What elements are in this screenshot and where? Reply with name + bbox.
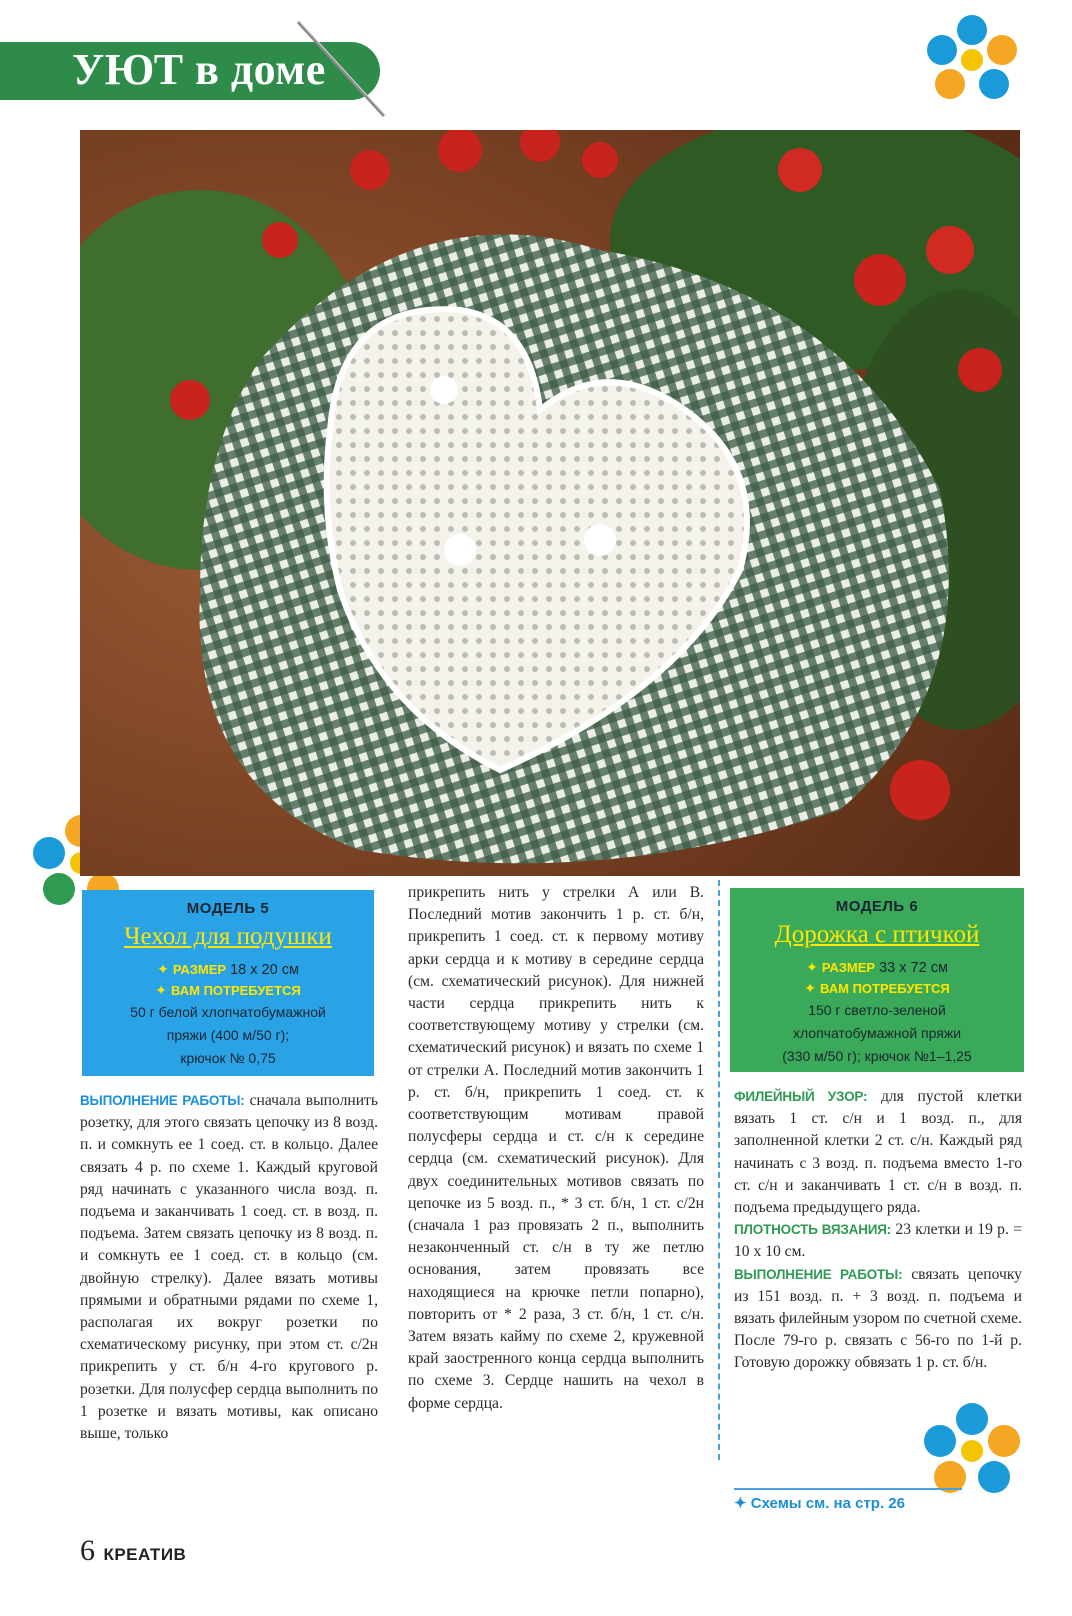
col3-gauge-lead: ПЛОТНОСТЬ ВЯЗАНИЯ: [734, 1222, 892, 1238]
model6-name: Дорожка с птичкой [774, 921, 980, 948]
model6-instructions [734, 1086, 1022, 1375]
col3-work-text: связать цепочку из 151 возд. п. + 3 возд. п. подъема и вязать филейным узором по счетной схеме. После 79-го р. связать с 56-го по 1-й р. Готовую дорожку обвязать 1 р. ст. б/н. [734, 1265, 1022, 1372]
model6-size-label: РАЗМЕР [821, 960, 876, 975]
model5-info-box [82, 890, 374, 1076]
crochet-hook-icon [292, 18, 402, 118]
model6-need-line2: хлопчатобумажной пряжи [792, 1025, 962, 1041]
see-schemes-link[interactable] [734, 1494, 905, 1512]
model5-size-row [94, 961, 362, 978]
model5-need-label: ВАМ ПОТРЕБУЕТСЯ [171, 983, 301, 998]
model6-size-value: 33 х 72 см [879, 960, 948, 976]
col3-pattern-lead: ФИЛЕЙНЫЙ УЗОР: [734, 1089, 868, 1104]
see-schemes-rule [734, 1488, 962, 1490]
col3-gauge-text: 23 клетки и 19 р. = 10 х 10 см. [734, 1221, 1022, 1261]
model6-need-label: ВАМ ПОТРЕБУЕТСЯ [820, 981, 950, 996]
model5-instructions [80, 1090, 378, 1445]
model5-size-value: 18 х 20 см [230, 962, 299, 978]
page-number: 6 [80, 1534, 95, 1567]
col3-work-paragraph [734, 1264, 1022, 1375]
model5-name: Чехол для подушки [124, 923, 332, 950]
col1-text: сначала выполнить розетку, для этого связать цепочку из 8 возд. п. и сомкнуть ее 1 соед. ст. в кольцо. Далее связать 4 р. по схеме 1. Каждый круговой ряд начинать с указанного числа возд. п. подъема и заканчивать 1 соед. ст. в возд. п. подъема. Затем связать цепочку из 8 возд. п. и сомкнуть ее 1 соед. ст. в кольцо (см. двойную стрелку). Далее вязать мотивы прямыми и обратными рядами по схеме 1, располагая их вокруг розетки по схематическому рисунку, при этом ст. с/2н прикрепить у ст. б/н 4-го кругового р. розетки. Для полусфер сердца выполнить по 1 розетке и вязать мотивы, как описано выше, только [80, 1092, 378, 1443]
magazine-brand: КРЕАТИВ [103, 1545, 187, 1564]
star-icon: ✦ [804, 980, 816, 996]
flower-icon [922, 8, 1022, 112]
model6-info-box [730, 888, 1024, 1072]
star-icon: ✦ [157, 961, 169, 977]
col3-pattern-paragraph [734, 1086, 1022, 1219]
model5-label: МОДЕЛЬ 5 [186, 900, 270, 917]
col3-pattern-text: для пустой клетки вязать 1 ст. с/н и 1 возд. п., для заполненной клетки 2 ст. с/н. Каждый ряд начинать с 3 возд. п. подъема вместо 1-го ст. с/н и заканчивать 1 ст. с/н в возд. п. подъема предыдущего ряда. [734, 1088, 1023, 1217]
pillow-photo [80, 130, 1020, 876]
model6-label: МОДЕЛЬ 6 [835, 898, 919, 915]
star-icon: ✦ [734, 1495, 751, 1512]
model6-need-line3: (330 м/50 г); крючок №1–1,25 [782, 1048, 972, 1064]
col2-text: прикрепить нить у стрелки А или В. Последний мотив закончить 1 р. ст. б/н, прикрепить 1 соед. ст. к первому мотиву арки сердца и к мотиву в середине сердца (см. схематический рисунок). Для нижней части сердца прикрепить нить к соответствующему мотиву у стрелки (см. схематический рисунок) и вязать по схеме 1 от стрелки А. Последний мотив закончить 1 р. ст. б/н, прикрепить 1 соед. ст. к соответствующим мотивам правой полусферы сердца и ст. с/н к середине сердца (см. схематический рисунок). Для двух соединительных мотивов связать по цепочке из 5 возд. п., * 3 ст. б/н, 1 ст. с/2н (сначала 1 раз провязать 2 п., выполнить незаконченный ст. с/н в ту же петлю основания, затем провязать все находящиеся на крючке петли попарно), повторить от * 2 раза, 3 ст. б/н, 1 ст. с/н. Затем вязать кайму по схеме 2, кружевной край заостренного конца сердца выполнить по схеме 3. Сердце нашить на чехол в форме сердца. [408, 884, 704, 1412]
col3-work-lead: ВЫПОЛНЕНИЕ РАБОТЫ: [734, 1266, 903, 1282]
model5-need-line1: 50 г белой хлопчатобумажной [130, 1004, 326, 1020]
model6-need-line1: 150 г светло-зеленой [808, 1002, 946, 1018]
model5-need-line3: крючок № 0,75 [180, 1050, 276, 1066]
col3-gauge-paragraph [734, 1219, 1022, 1263]
star-icon: ✦ [806, 959, 818, 975]
star-icon: ✦ [155, 982, 167, 998]
model5-size-label: РАЗМЕР [172, 962, 227, 977]
column-divider [718, 880, 721, 1460]
model6-need-row [742, 980, 1012, 997]
model5-need-line2: пряжи (400 м/50 г); [166, 1027, 290, 1043]
model5-need-row [94, 982, 362, 999]
col1-lead: ВЫПОЛНЕНИЕ РАБОТЫ: [80, 1093, 245, 1108]
see-schemes-text: Схемы см. на стр. 26 [750, 1495, 905, 1512]
model6-size-row [742, 959, 1012, 976]
page-title: УЮТ в доме [72, 45, 326, 94]
model5-instructions-continued [408, 882, 704, 1415]
page-footer [80, 1534, 186, 1568]
